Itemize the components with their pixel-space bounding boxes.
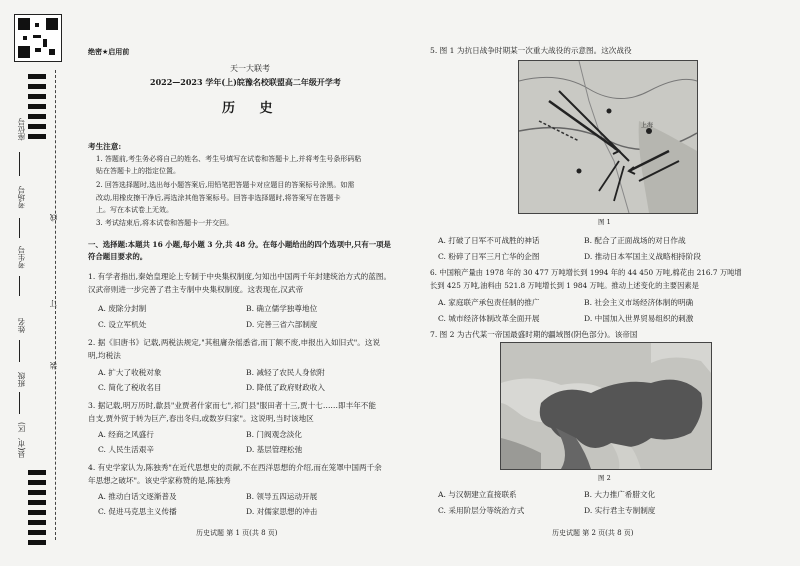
name-line (19, 340, 20, 362)
exam-room-label: 考场号 (17, 186, 26, 209)
notice-line: 2. 回答选择题时,选出每小题答案后,用铅笔把答题卡对应题目的答案标号涂黑。如需 (96, 181, 355, 189)
map-label-shanghai: 上海 (641, 122, 654, 129)
battle-map (519, 61, 697, 213)
section-intro: 符合题目要求的。 (88, 252, 148, 261)
class-line (19, 392, 20, 414)
option-b[interactable]: B. 社会主义市场经济体制的明确 (584, 298, 694, 307)
question-3-line: 自支,贾外贸于转为巨产,春出冬归,或数岁归家"。这说明,当时该地区 (88, 414, 314, 423)
binding-word-ding: 订 (49, 300, 58, 308)
class-label: 班级 (17, 372, 26, 387)
question-5-stem: 5. 图 1 为抗日战争时期某一次重大战役的示意图。这次战役 (430, 46, 632, 55)
option-b[interactable]: B. 减轻了农民人身依附 (246, 368, 325, 377)
notice-line: 上。写在本试卷上无效。 (96, 206, 173, 214)
option-c[interactable]: C. 粉碎了日军三月亡华的企图 (438, 252, 540, 261)
option-a[interactable]: A. 家庭联产承包责任制的推广 (438, 298, 540, 307)
question-3-line: 3. 据记载,明万历时,歙县"业贾者什家而七",祁门县"服田者十三,贾十七……即丰年不能 (88, 401, 376, 410)
option-d[interactable]: D. 中国加入世界贸易组织的刺激 (584, 314, 694, 323)
question-6-line: 长到 425 万吨,油料由 521.8 万吨增长到 1 984 万吨。推动上述变化的主要因素是 (430, 281, 699, 290)
option-c[interactable]: C. 简化了税收名目 (98, 383, 162, 392)
option-d[interactable]: D. 基层管理松弛 (246, 445, 303, 454)
option-c[interactable]: C. 设立军机处 (98, 320, 147, 329)
empire-map-figure (500, 342, 712, 470)
option-a[interactable]: A. 打破了日军不可战胜的神话 (438, 236, 540, 245)
option-b[interactable]: B. 门阀观念淡化 (246, 430, 302, 439)
question-7-stem: 7. 图 2 为古代某一帝国最盛时期的疆域图(阴色部分)。该帝国 (430, 330, 638, 339)
county-label: 县(市、区) (17, 422, 26, 458)
question-6-line: 6. 中国粮产量由 1978 年的 30 477 万吨增长到 1994 年的 44 450 万吨,棉花由 216.7 万吨增 (430, 268, 742, 277)
seat-number-line (19, 152, 20, 176)
question-4-line: 4. 有史学家认为,陈独秀"在近代思想史的贡献,不在西洋思想的介绍,而在笼罩中国两千余 (88, 463, 382, 472)
section-intro: 一、选择题:本题共 16 小题,每小题 3 分,共 48 分。在每小题给出的四个选项中,只有一项是 (88, 240, 391, 249)
figure-1-caption: 图 1 (598, 218, 611, 226)
battle-map-figure (518, 60, 698, 214)
notice-line: 3. 考试结束后,将本试卷和答题卡一并交回。 (96, 219, 234, 227)
exam-room-line (19, 218, 20, 238)
binding-word-zhuang: 装 (49, 362, 58, 370)
option-d[interactable]: D. 推动日本军国主义战略相持阶段 (584, 252, 701, 261)
option-d[interactable]: D. 降低了政府财政收入 (246, 383, 325, 392)
option-b[interactable]: B. 大力推广希腊文化 (584, 490, 656, 499)
option-b[interactable]: B. 确立儒学独尊地位 (246, 304, 318, 313)
ticket-number-line (19, 276, 20, 296)
ticket-number-label: 考生号 (17, 246, 26, 269)
option-c[interactable]: C. 采用阶层分等统治方式 (438, 506, 525, 515)
option-c[interactable]: C. 促进马克思主义传播 (98, 507, 177, 516)
empire-map (501, 343, 711, 469)
option-a[interactable]: A. 与汉朝建立直接联系 (438, 490, 517, 499)
option-a[interactable]: A. 经商之风盛行 (98, 430, 154, 439)
notice-title: 考生注意: (88, 142, 122, 151)
binding-dashed-line (55, 70, 56, 540)
option-b[interactable]: B. 配合了正面战场的对日作战 (584, 236, 686, 245)
option-c[interactable]: C. 人民生活艰辛 (98, 445, 154, 454)
option-a[interactable]: A. 扩大了收税对象 (98, 368, 162, 377)
notice-line: 贴在答题卡上的指定位置。 (96, 167, 180, 175)
exam-name: 2022—2023 学年(上)皖豫名校联盟高二年级开学考 (150, 77, 341, 87)
option-a[interactable]: A. 废除分封制 (98, 304, 147, 313)
option-a[interactable]: A. 推动白话文逐渐普及 (98, 492, 177, 501)
question-1-line: 汉武帝则进一步完善了君主专制中央集权制度。这表现在,汉武帝 (88, 285, 304, 294)
option-d[interactable]: D. 对儒家思想的冲击 (246, 507, 318, 516)
notice-line: 1. 答题前,考生务必将自己的姓名、考生号填写在试卷和答题卡上,并将考生号条形码粘 (96, 155, 362, 163)
exam-org: 天一大联考 (230, 64, 270, 73)
figure-2-caption: 图 2 (598, 474, 611, 482)
footer-right: 历史试题 第 2 页(共 8 页) (552, 529, 634, 537)
option-d[interactable]: D. 实行君主专制制度 (584, 506, 656, 515)
option-c[interactable]: C. 城市经济体制改革全面开展 (438, 314, 540, 323)
footer-left: 历史试题 第 1 页(共 8 页) (196, 529, 278, 537)
binding-word-xian: 线 (49, 214, 58, 222)
question-1-line: 1. 有学者指出,秦始皇理论上专制于中央集权制度,匀知出中国两千年封建统治方式的蓝图。 (88, 272, 392, 281)
notice-line: 改动,用橡皮擦干净后,再选涂其他答案标号。回答非选择题时,将答案写在答题卡 (96, 194, 341, 202)
question-2-line: 2. 据《旧唐书》记载,两税法规定,"其租庸杂徭悉省,而丁额不废,申报出入如旧式"。这说 (88, 338, 381, 347)
secret-mark: 绝密★启用前 (88, 48, 130, 56)
page-title: 历 史 (222, 101, 283, 116)
option-b[interactable]: B. 领导五四运动开展 (246, 492, 318, 501)
seat-number-label: 座位号 (17, 118, 26, 141)
qr-code (14, 14, 62, 62)
question-4-line: 年思想之破坏"。该史学家称赞的是,陈独秀 (88, 476, 231, 485)
name-label: 姓名 (17, 318, 26, 333)
option-d[interactable]: D. 完善三省六部制度 (246, 320, 318, 329)
question-2-line: 明,均税法 (88, 351, 121, 360)
